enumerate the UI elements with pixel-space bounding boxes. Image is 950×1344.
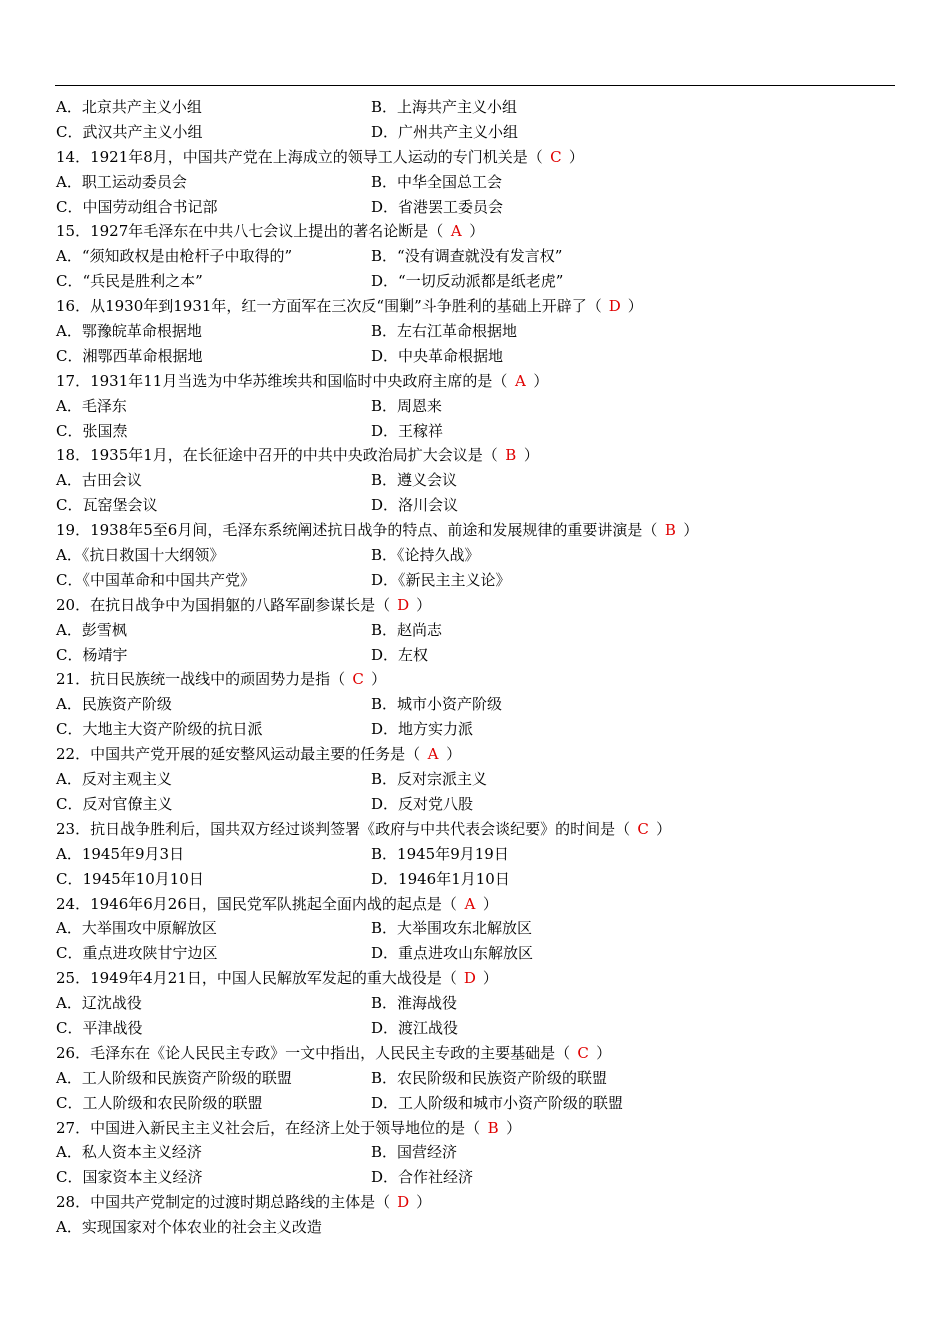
answer-letter: B	[505, 446, 517, 465]
option-row	[56, 643, 896, 668]
option-row	[56, 468, 896, 493]
option-right: B．上海共产主义小组	[371, 98, 518, 116]
option-left: C．武汉共产主义小组	[56, 122, 203, 141]
option-row	[56, 1091, 896, 1116]
question-stem	[56, 667, 896, 692]
option-row	[56, 1140, 896, 1165]
option-left: A．辽沈战役	[56, 994, 142, 1013]
question-stem	[56, 369, 896, 394]
option-right: B．“没有调查就没有发言权”	[371, 247, 563, 266]
option-right: D．洛川会议	[371, 496, 459, 515]
option-left: C．平津战役	[56, 1018, 143, 1037]
answer-letter: A	[464, 894, 476, 913]
option-right: B．中华全国总工会	[371, 172, 503, 191]
option-right: D．广州共产主义小组	[371, 122, 519, 141]
option-row	[56, 269, 896, 294]
option-left: C．“兵民是胜利之本”	[56, 272, 203, 291]
option-right: D．工人阶级和城市小资产阶级的联盟	[371, 1093, 624, 1112]
option-left: C．中国劳动组合书记部	[56, 197, 218, 216]
option-left: C．湘鄂西革命根据地	[56, 346, 203, 365]
close-paren: ）	[506, 1118, 522, 1137]
option-row	[56, 991, 896, 1016]
close-paren: ）	[469, 222, 485, 241]
question-text: 19．1938年5至6月间，毛泽东系统阐述抗日战争的特点、前途和发展规律的重要讲演是（	[56, 521, 658, 540]
option-row	[56, 170, 896, 195]
option-row	[56, 941, 896, 966]
question-stem	[56, 1190, 896, 1215]
option-row	[56, 767, 896, 792]
close-paren: ）	[627, 297, 643, 316]
close-paren: ）	[596, 1043, 612, 1062]
option-row	[56, 319, 896, 344]
option-right: B．反对宗派主义	[371, 770, 488, 789]
option-right: D．重点进攻山东解放区	[371, 944, 534, 963]
option-row	[56, 692, 896, 717]
answer-letter: C	[637, 819, 649, 838]
option-left: C．国家资本主义经济	[56, 1168, 203, 1187]
question-text: 21．抗日民族统一战线中的顽固势力是指（	[56, 670, 346, 689]
option-row	[56, 1066, 896, 1091]
option-left: A．私人资本主义经济	[56, 1143, 202, 1162]
close-paren: ）	[446, 745, 462, 764]
option-row	[56, 1215, 896, 1240]
option-row	[56, 867, 896, 892]
option-row	[56, 1016, 896, 1041]
question-stem	[56, 892, 896, 917]
close-paren: ）	[683, 521, 699, 540]
question-stem	[56, 742, 896, 767]
option-left: A．《抗日救国十大纲领》	[56, 546, 225, 565]
option-left: A．反对主观主义	[56, 770, 172, 789]
option-left: C．《中国革命和中国共产党》	[56, 570, 255, 589]
option-row	[56, 568, 896, 593]
option-left: A．毛泽东	[56, 396, 127, 415]
question-stem	[56, 518, 896, 543]
option-row	[56, 95, 896, 120]
option-right: B．1945年9月19日	[371, 844, 509, 863]
option-right: D．“一切反动派都是纸老虎”	[371, 272, 564, 291]
option-left: A．实现国家对个体农业的社会主义改造	[56, 1218, 322, 1237]
option-row	[56, 792, 896, 817]
option-right: B．城市小资产阶级	[371, 695, 503, 714]
question-text: 18．1935年1月，在长征途中召开的中共中央政治局扩大会议是（	[56, 446, 498, 465]
answer-letter: B	[664, 521, 676, 540]
question-text: 24．1946年6月26日，国民党军队挑起全面内战的起点是（	[56, 894, 457, 913]
option-row	[56, 120, 896, 145]
option-right: B．周恩来	[371, 396, 443, 415]
question-text: 22．中国共产党开展的延安整风运动最主要的任务是（	[56, 745, 421, 764]
close-paren: ）	[371, 670, 387, 689]
answer-letter: D	[397, 595, 410, 614]
question-stem	[56, 966, 896, 991]
question-stem	[56, 817, 896, 842]
answer-letter: A	[450, 222, 462, 241]
option-right: D．左权	[371, 645, 429, 664]
question-stem	[56, 1041, 896, 1066]
option-right: B．遵义会议	[371, 471, 458, 490]
close-paren: ）	[482, 969, 498, 988]
question-text: 14．1921年8月，中国共产党在上海成立的领导工人运动的专门机关是（	[56, 147, 543, 166]
option-left: C．反对官僚主义	[56, 794, 173, 813]
option-right: B．国营经济	[371, 1143, 458, 1162]
answer-letter: D	[463, 969, 476, 988]
option-left: A．职工运动委员会	[56, 172, 187, 191]
close-paren: ）	[568, 147, 584, 166]
question-list	[56, 95, 896, 1240]
option-right: B．农民阶级和民族资产阶级的联盟	[371, 1068, 608, 1087]
option-left: A．鄂豫皖革命根据地	[56, 322, 202, 341]
answer-letter: D	[608, 297, 621, 316]
question-stem	[56, 294, 896, 319]
question-stem	[56, 593, 896, 618]
option-right: D．合作社经济	[371, 1168, 474, 1187]
option-left: A．民族资产阶级	[56, 695, 172, 714]
option-row	[56, 842, 896, 867]
answer-letter: B	[487, 1118, 499, 1137]
option-row	[56, 916, 896, 941]
option-right: D．省港罢工委员会	[371, 197, 504, 216]
option-row	[56, 419, 896, 444]
option-left: C．大地主大资产阶级的抗日派	[56, 720, 263, 739]
option-right: D．中央革命根据地	[371, 346, 504, 365]
answer-letter: A	[514, 371, 526, 390]
question-text: 20．在抗日战争中为国捐躯的八路军副参谋长是（	[56, 595, 391, 614]
option-right: D．王稼祥	[371, 421, 444, 440]
answer-letter: D	[397, 1193, 410, 1212]
option-left: C．1945年10月10日	[56, 869, 204, 888]
question-text: 16．从1930年到1931年，红一方面军在三次反“围剿”斗争胜利的基础上开辟了（	[56, 297, 602, 316]
option-left: A．大举围攻中原解放区	[56, 919, 217, 938]
option-left: C．杨靖宇	[56, 645, 128, 664]
question-text: 25．1949年4月21日，中国人民解放军发起的重大战役是（	[56, 969, 457, 988]
answer-letter: C	[352, 670, 364, 689]
answer-letter: C	[577, 1043, 589, 1062]
option-right: B．左右江革命根据地	[371, 322, 518, 341]
option-left: A．古田会议	[56, 471, 142, 490]
option-right: D．《新民主主义论》	[371, 570, 511, 589]
question-stem	[56, 443, 896, 468]
header-rule	[55, 85, 895, 86]
question-text: 26．毛泽东在《论人民民主专政》一文中指出，人民民主专政的主要基础是（	[56, 1043, 571, 1062]
question-stem	[56, 145, 896, 170]
question-text: 15．1927年毛泽东在中共八七会议上提出的著名论断是（	[56, 222, 444, 241]
option-row	[56, 543, 896, 568]
option-row	[56, 195, 896, 220]
question-stem	[56, 1116, 896, 1141]
question-text: 23．抗日战争胜利后，国共双方经过谈判签署《政府与中共代表会谈纪要》的时间是（	[56, 819, 631, 838]
option-row	[56, 618, 896, 643]
option-left: A．彭雪枫	[56, 620, 127, 639]
option-right: B．淮海战役	[371, 994, 458, 1013]
close-paren: ）	[482, 894, 498, 913]
option-row	[56, 1165, 896, 1190]
answer-letter: A	[427, 745, 439, 764]
question-stem	[56, 219, 896, 244]
option-right: B．大举围攻东北解放区	[371, 919, 533, 938]
option-row	[56, 493, 896, 518]
close-paren: ）	[656, 819, 672, 838]
option-right: D．1946年1月10日	[371, 869, 510, 888]
option-right: B．《论持久战》	[371, 546, 480, 565]
option-left: C．张国焘	[56, 421, 128, 440]
option-left: C．工人阶级和农民阶级的联盟	[56, 1093, 263, 1112]
option-right: B．赵尚志	[371, 620, 443, 639]
option-left: A．1945年9月3日	[56, 844, 185, 863]
close-paren: ）	[416, 595, 432, 614]
question-text: 17．1931年11月当选为中华苏维埃共和国临时中央政府主席的是（	[56, 371, 508, 390]
close-paren: ）	[533, 371, 549, 390]
option-left: C．瓦窑堡会议	[56, 496, 158, 515]
option-row	[56, 244, 896, 269]
answer-letter: C	[550, 147, 562, 166]
close-paren: ）	[416, 1193, 432, 1212]
option-row	[56, 717, 896, 742]
close-paren: ）	[523, 446, 539, 465]
question-text: 27．中国进入新民主主义社会后，在经济上处于领导地位的是（	[56, 1118, 481, 1137]
option-left: A．工人阶级和民族资产阶级的联盟	[56, 1068, 292, 1087]
option-right: D．反对党八股	[371, 794, 474, 813]
option-left: A．“须知政权是由枪杆子中取得的”	[56, 247, 293, 266]
option-right: D．地方实力派	[371, 720, 474, 739]
option-left: A．北京共产主义小组	[56, 98, 202, 116]
option-row	[56, 344, 896, 369]
option-row	[56, 394, 896, 419]
option-left: C．重点进攻陕甘宁边区	[56, 944, 218, 963]
question-text: 28．中国共产党制定的过渡时期总路线的主体是（	[56, 1193, 391, 1212]
option-right: D．渡江战役	[371, 1018, 459, 1037]
